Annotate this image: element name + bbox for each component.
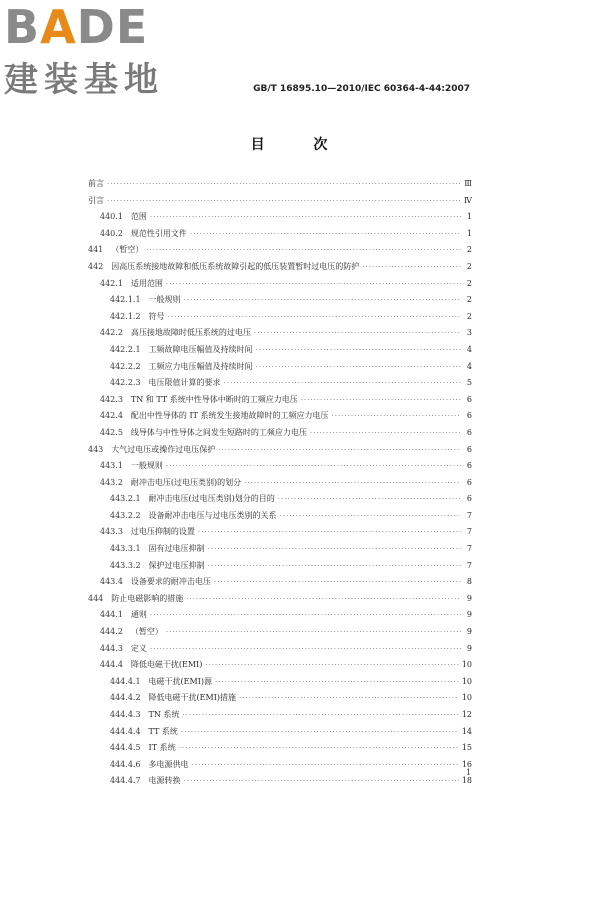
toc-entry-number: 444.1 (100, 610, 123, 620)
toc-entry-number: 443.2.1 (110, 494, 141, 504)
dot-leader (190, 226, 461, 243)
page-number: 1 (466, 768, 472, 777)
toc-entry-title: 降低电磁干扰(EMI) (130, 660, 203, 670)
toc-entry-title: 电源转换 (148, 776, 181, 786)
toc-entry-page: 9 (466, 610, 472, 620)
toc-entry-page: 7 (466, 544, 472, 554)
dot-leader (244, 475, 461, 492)
toc-entry (88, 491, 472, 508)
toc-entry-number: 442.2.2 (110, 361, 141, 371)
toc-entry-number: 444.4.6 (110, 759, 141, 769)
dot-leader (166, 624, 461, 641)
toc-entry (88, 558, 472, 575)
toc-entry-page: 6 (466, 494, 472, 504)
toc-entry-title: 固有过电压抑制 (148, 544, 205, 554)
dot-leader (192, 757, 459, 774)
toc-entry-page: 2 (466, 311, 472, 321)
toc-entry (88, 740, 472, 757)
toc-entry-page: 12 (461, 710, 472, 719)
toc-entry-number: 442.1 (100, 278, 123, 288)
toc-entry-title: 定义 (130, 643, 147, 653)
toc-entry (88, 392, 472, 409)
toc-entry (88, 475, 472, 492)
dot-leader (150, 209, 461, 226)
toc-entry-number: 442.4 (100, 411, 123, 421)
toc-entry-title: 符号 (148, 311, 165, 321)
toc-entry-page: 6 (466, 461, 472, 471)
toc-entry-title: TN 和 TT 系统中性导体中断时的工频应力电压 (130, 394, 298, 404)
dot-leader (150, 607, 461, 624)
toc-entry-page: 2 (466, 261, 472, 271)
toc-entry-number: 441 (88, 245, 104, 255)
dot-leader (239, 690, 459, 707)
toc-entry-title: 引言 (88, 195, 104, 205)
toc-entry-number: 444.3 (100, 643, 123, 653)
toc-entry-title: 范围 (130, 212, 147, 222)
toc-entry-page: 4 (466, 361, 472, 371)
dot-leader (150, 641, 461, 658)
dot-leader (107, 176, 461, 193)
toc-entry-number: 444.2 (100, 627, 123, 637)
toc-entry (88, 375, 472, 392)
toc-entry-title: 规范性引用文件 (130, 228, 187, 238)
toc-entry-page: 10 (461, 676, 472, 686)
toc-entry (88, 458, 472, 475)
toc-entry-page: 9 (466, 627, 472, 637)
logo-wordmark: BADE (4, 0, 149, 54)
toc-entry-title: （暂空） (130, 627, 163, 637)
toc-entry-title: 设备耐冲击电压与过电压类别的关系 (148, 510, 277, 520)
toc-entry-page: 16 (461, 759, 472, 769)
toc-entry-title: TT 系统 (148, 726, 178, 736)
toc-entry (88, 724, 472, 741)
toc-entry-number: 442.1.1 (110, 295, 141, 305)
toc-entry-title: 前言 (88, 179, 104, 188)
toc-entry-page: 10 (461, 660, 472, 670)
toc-entry (88, 259, 472, 276)
toc-entry-page: 5 (466, 378, 472, 388)
toc-entry (88, 342, 472, 359)
toc-entry (88, 624, 472, 641)
dot-leader (184, 292, 461, 309)
dot-leader (256, 359, 461, 376)
dot-leader (256, 342, 461, 359)
dot-leader (254, 325, 461, 342)
toc-entry-number: 444.4.2 (110, 693, 141, 703)
dot-leader (166, 276, 461, 293)
toc-entry (88, 209, 472, 226)
dot-leader (278, 491, 461, 508)
dot-leader (310, 425, 461, 442)
toc-entry-page: 9 (466, 643, 472, 653)
toc-entry-number: 440.2 (100, 228, 123, 238)
toc-entry-title: 配出中性导体的 IT 系统发生接地故障时的工频应力电压 (130, 411, 329, 421)
dot-leader (168, 309, 461, 326)
toc-entry-title: 保护过电压抑制 (148, 560, 205, 570)
toc-entry-number: 443.3 (100, 527, 123, 537)
dot-leader (208, 558, 461, 575)
dot-leader (208, 541, 461, 558)
toc-entry (88, 193, 472, 210)
toc-entry (88, 226, 472, 243)
toc-entry-title: 工频故障电压幅值及持续时间 (148, 344, 253, 354)
toc-entry-number: 443.1 (100, 461, 123, 471)
toc-entry (88, 757, 472, 774)
toc-entry-number: 444.4.3 (110, 710, 141, 719)
toc-entry-page: 7 (466, 527, 472, 537)
toc-entry-page: 6 (466, 411, 472, 421)
dot-leader (182, 707, 458, 724)
toc-entry-page: 1 (466, 212, 472, 222)
toc-entry-page: Ⅲ (464, 179, 472, 188)
dot-leader (146, 242, 461, 259)
toc-entry-title: （暂空） (111, 245, 144, 255)
toc-entry-title: IT 系统 (148, 743, 176, 753)
toc-entry-title: 电磁干扰(EMI)源 (148, 676, 212, 686)
toc-entry-number: 440.1 (100, 212, 123, 222)
toc-entry-title: 工频应力电压幅值及持续时间 (148, 361, 253, 371)
toc-entry-number: 444 (88, 593, 104, 603)
toc-entry-title: 降低电磁干扰(EMI)措施 (148, 693, 236, 703)
toc-entry (88, 292, 472, 309)
toc-entry-page: 4 (466, 344, 472, 354)
toc-entry-page: 6 (466, 444, 472, 454)
toc-entry-title: 多电源供电 (148, 759, 189, 769)
toc-entry-page: 14 (461, 726, 472, 736)
toc-entry (88, 674, 472, 691)
toc-entry-title: 耐冲击电压(过电压类别)划分的目的 (148, 494, 275, 504)
dot-leader (205, 657, 458, 674)
toc-entry-number: 444.4.7 (110, 776, 141, 786)
toc-entry-title: 通则 (130, 610, 147, 620)
dot-leader (280, 508, 461, 525)
toc-entry-title: TN 系统 (148, 710, 180, 719)
toc-entry-page: 3 (466, 328, 472, 338)
toc-entry-number: 442 (88, 261, 104, 271)
toc-entry-page: 2 (466, 295, 472, 305)
toc-entry-number: 442.2.3 (110, 378, 141, 388)
toc-entry-page: 7 (466, 510, 472, 520)
toc-entry-title: 适用范围 (130, 278, 163, 288)
logo-subtitle: 建装基地 (4, 60, 164, 100)
toc-entry-page: 7 (466, 560, 472, 570)
toc-entry-title: 大气过电压或操作过电压保护 (111, 444, 216, 454)
toc-entry-title: 高压接地故障时低压系统的过电压 (130, 328, 251, 338)
toc-entry (88, 541, 472, 558)
toc-entry-title: 一般规则 (130, 461, 163, 471)
toc-entry-number: 442.5 (100, 427, 123, 437)
dot-leader (107, 193, 461, 210)
toc-entry-number: 443.4 (100, 577, 123, 587)
toc-entry-number: 444.4 (100, 660, 123, 670)
table-of-contents (88, 176, 472, 790)
toc-entry-page: 15 (461, 743, 472, 753)
dot-leader (184, 773, 459, 790)
dot-leader (362, 259, 461, 276)
dot-leader (198, 524, 461, 541)
toc-entry (88, 408, 472, 425)
toc-entry (88, 607, 472, 624)
toc-entry-page: 10 (461, 693, 472, 703)
toc-entry-page: 6 (466, 427, 472, 437)
toc-entry-title: 设备要求的耐冲击电压 (130, 577, 211, 587)
toc-entry-number: 443.2 (100, 477, 123, 487)
toc-entry (88, 524, 472, 541)
toc-entry (88, 773, 472, 790)
toc-entry-page: Ⅳ (464, 195, 472, 205)
toc-entry (88, 242, 472, 259)
dot-leader (179, 740, 459, 757)
toc-entry (88, 641, 472, 658)
toc-entry (88, 657, 472, 674)
dot-leader (181, 724, 459, 741)
toc-entry-page: 1 (466, 228, 472, 238)
dot-leader (215, 674, 459, 691)
bade-logo (4, 2, 174, 110)
toc-entry-number: 443.3.1 (110, 544, 141, 554)
toc-entry (88, 707, 472, 724)
dot-leader (332, 408, 462, 425)
toc-entry-number: 442.3 (100, 394, 123, 404)
toc-entry-number: 442.1.2 (110, 311, 141, 321)
toc-entry-number: 443.3.2 (110, 560, 141, 570)
toc-entry (88, 425, 472, 442)
toc-title: 目 次 (250, 137, 350, 153)
dot-leader (218, 442, 461, 459)
dot-leader (186, 591, 461, 608)
toc-entry (88, 359, 472, 376)
toc-entry-title: 耐冲击电压(过电压类别)的划分 (130, 477, 242, 487)
toc-entry-page: 6 (466, 394, 472, 404)
toc-entry (88, 574, 472, 591)
toc-entry-number: 444.4.1 (110, 676, 141, 686)
toc-entry-page: 8 (466, 577, 472, 587)
toc-entry-page: 2 (466, 245, 472, 255)
toc-entry (88, 591, 472, 608)
toc-entry-title: 电压限值计算的要求 (148, 378, 221, 388)
toc-entry-number: 443.2.2 (110, 510, 141, 520)
toc-entry-title: 防止电磁影响的措施 (111, 593, 184, 603)
toc-entry (88, 309, 472, 326)
toc-entry-page: 9 (466, 593, 472, 603)
toc-entry (88, 276, 472, 293)
dot-leader (224, 375, 461, 392)
standard-code: GB/T 16895.10—2010/IEC 60364-4-44:2007 (253, 84, 470, 94)
dot-leader (166, 458, 461, 475)
toc-entry-title: 线导体与中性导体之间发生短路时的工频应力电压 (130, 427, 307, 437)
toc-entry-page: 18 (461, 776, 472, 786)
toc-entry-number: 444.4.5 (110, 743, 141, 753)
toc-entry (88, 176, 472, 193)
toc-entry (88, 325, 472, 342)
toc-entry (88, 442, 472, 459)
toc-entry-page: 2 (466, 278, 472, 288)
toc-entry-number: 443 (88, 444, 104, 454)
dot-leader (214, 574, 461, 591)
toc-entry-number: 442.2 (100, 328, 123, 338)
toc-entry (88, 508, 472, 525)
toc-entry-title: 一般规则 (148, 295, 181, 305)
toc-entry-page: 6 (466, 477, 472, 487)
toc-entry-number: 442.2.1 (110, 344, 141, 354)
toc-entry (88, 690, 472, 707)
toc-entry-number: 444.4.4 (110, 726, 141, 736)
toc-entry-title: 过电压抑制的设置 (130, 527, 195, 537)
dot-leader (301, 392, 461, 409)
toc-entry-title: 因高压系统接地故障和低压系统故障引起的低压装置暂时过电压的防护 (111, 261, 360, 271)
